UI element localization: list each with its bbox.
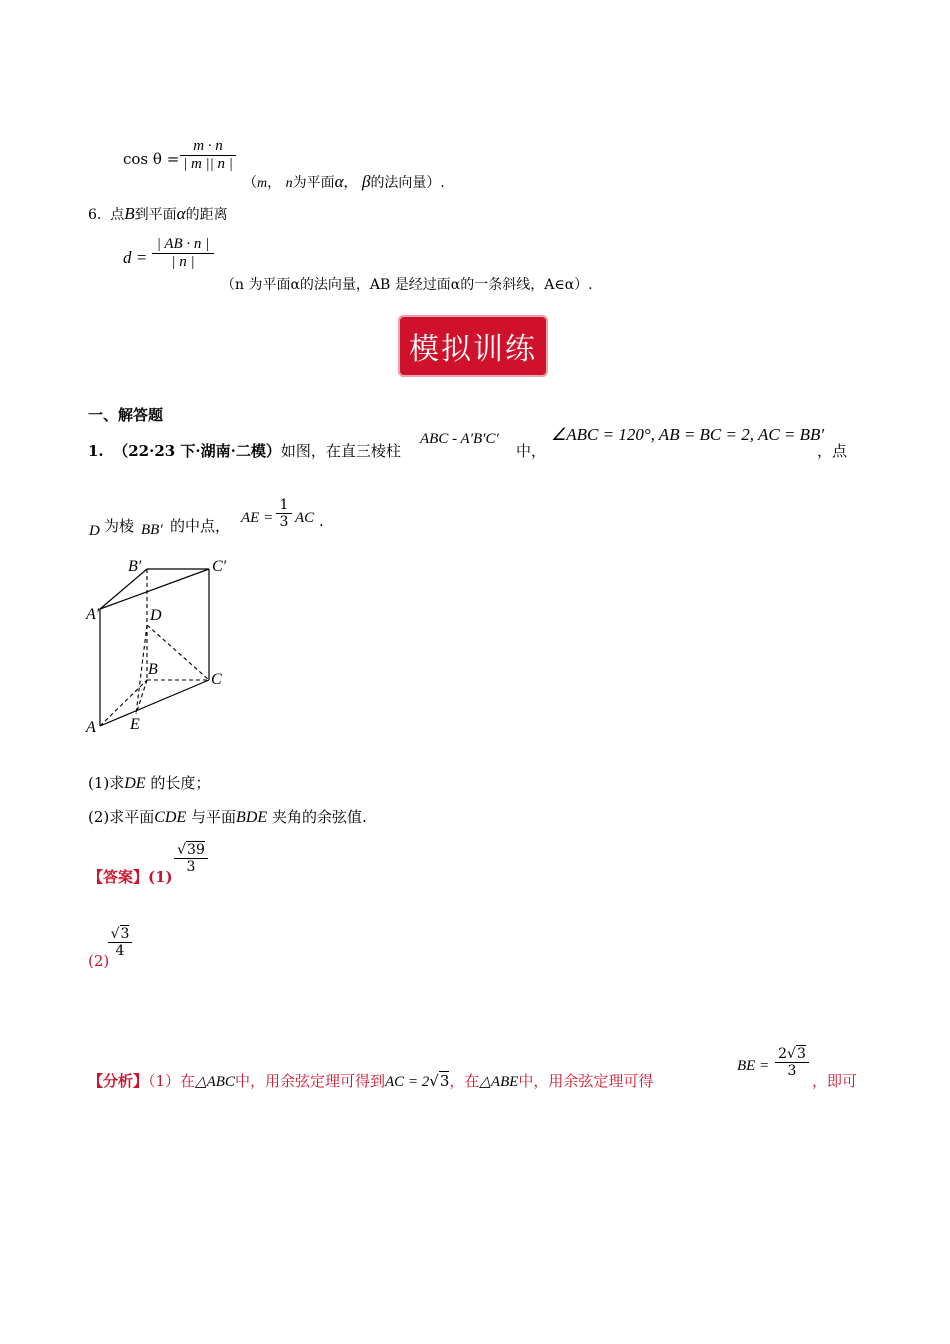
problem-1-text-zhong: 中，	[516, 442, 547, 460]
prism-name: ABC - A′B′C′	[420, 431, 499, 447]
distance-formula-numerator: | AB · n |	[156, 236, 210, 252]
problem-1-text-lengwei: 为棱	[104, 517, 135, 535]
prism-figure	[80, 552, 320, 742]
be-fraction: 2√3 3	[775, 1046, 809, 1079]
problem-1-text-dian: ，点	[817, 442, 848, 460]
distance-formula-fraction	[152, 236, 214, 271]
label-d: D	[150, 607, 162, 624]
answer-tag: 【答案】(1)	[88, 868, 173, 886]
answer-2-label: (2)	[88, 952, 110, 970]
ae-fraction: 1 3	[276, 497, 292, 530]
answer-1-fraction: √39 3	[174, 842, 208, 875]
analysis-line: 【分析】（1）在△ABC中，用余弦定理可得到AC = 2√3，在△ABE中，用余弦定理可得	[88, 1072, 654, 1090]
ae-lhs: AE =	[241, 510, 274, 526]
cos-formula-numerator: m · n	[193, 138, 223, 154]
section-heading: 一、解答题	[88, 406, 164, 424]
analysis-tail: ，即可	[812, 1072, 858, 1090]
distance-formula-denominator: | n |	[171, 254, 195, 270]
problem-1-line-1: 1. （22·23 下·湖南·二模）如图，在直三棱柱	[88, 442, 401, 460]
distance-formula-note: （n 为平面α的法向量，AB 是经过面α的一条斜线，A∈α）.	[221, 277, 593, 293]
ae-rhs: AC	[295, 510, 315, 526]
answer-2-fraction: √3 4	[108, 926, 132, 959]
label-b-prime: B′	[128, 558, 142, 575]
given-conditions: ∠ABC = 120°, AB = BC = 2, AC = BB′	[551, 425, 825, 444]
label-c-prime: C′	[212, 558, 227, 575]
ae-period: .	[319, 512, 324, 530]
question-1: (1)求DE 的长度；	[88, 774, 211, 792]
label-c: C	[211, 671, 222, 688]
cos-formula-denominator: | m || n |	[183, 156, 233, 172]
cos-formula-fraction	[180, 138, 236, 173]
practice-stamp-label: 模拟训练	[409, 332, 537, 367]
question-2: (2)求平面CDE 与平面BDE 夹角的余弦值.	[88, 808, 367, 826]
point-d: D	[89, 523, 100, 539]
cos-formula-lhs: cos θ =	[123, 150, 180, 168]
problem-1-text-midpoint: 的中点，	[170, 517, 231, 535]
label-a-prime: A′	[86, 606, 100, 623]
distance-formula-lhs: d =	[123, 248, 148, 267]
label-e: E	[130, 716, 140, 733]
cos-formula-note: （m， n为平面α， β的法向量）.	[243, 172, 445, 191]
edge-bb-prime: BB′	[141, 522, 163, 538]
label-a: A	[86, 719, 96, 736]
label-b: B	[148, 661, 158, 678]
practice-stamp	[398, 315, 548, 377]
be-lhs: BE =	[737, 1058, 770, 1074]
item-6: 6. 点B到平面α的距离	[88, 204, 228, 223]
